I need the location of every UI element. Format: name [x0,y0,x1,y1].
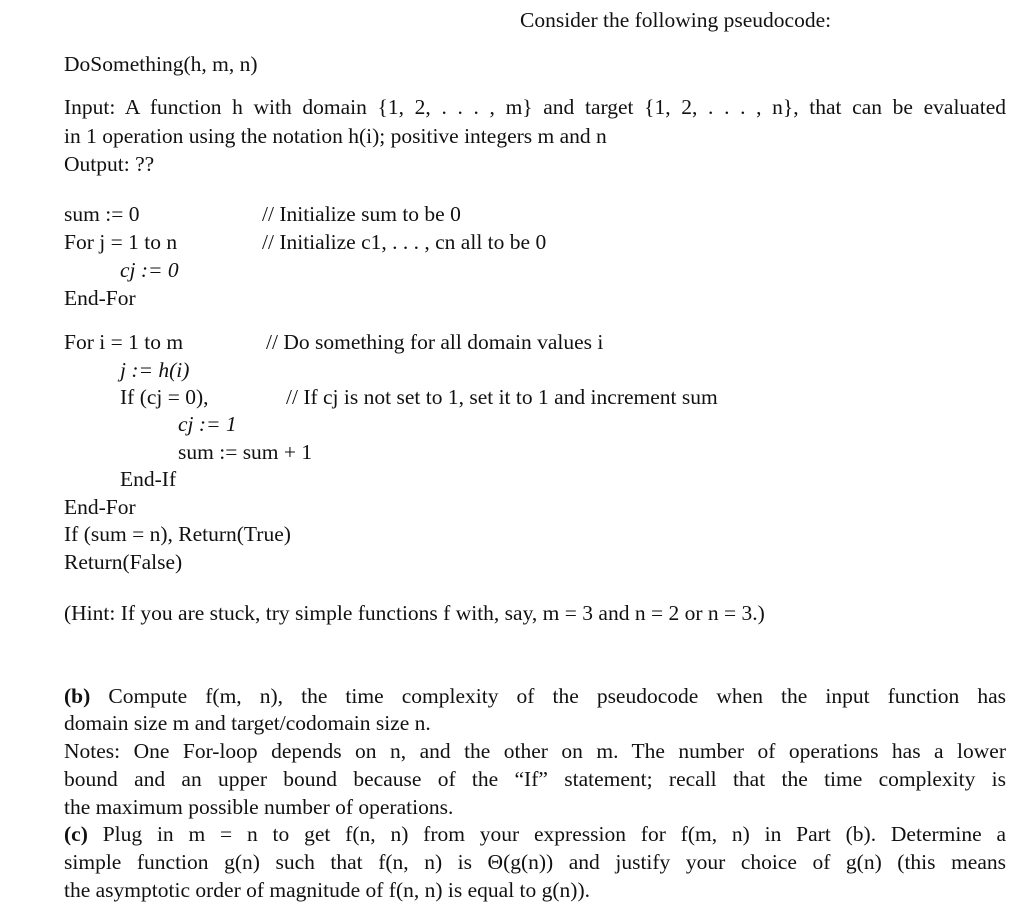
code-line-cj-one: cj := 1 [178,412,237,436]
code-line-for-j: For j = 1 to n [64,230,178,254]
code-line-end-for-1: End-For [64,286,136,310]
output-line: Output: ?? [64,152,155,176]
input-line-1: Input: A function h with domain {1, 2, . . . , m} and target {1, 2, . . . , n}, that can be evaluated [64,95,1006,119]
part-b-line-2: domain size m and target/codomain size n. [64,711,431,735]
header-text: Consider the following pseudocode: [520,8,832,32]
code-line-end-for-2: End-For [64,495,136,519]
code-line-cj-zero: cj := 0 [120,258,179,282]
hint-text: (Hint: If you are stuck, try simple functions f with, say, m = 3 and n = 2 or n = 3.) [64,601,765,625]
part-b-notes-2: bound and an upper bound because of the “If” statement; recall that the time complexity is [64,767,1006,791]
code-comment-sum-init: // Initialize sum to be 0 [262,202,461,226]
part-c-line-1 [64,824,1006,846]
code-comment-if-cj: // If cj is not set to 1, set it to 1 and increment sum [286,385,718,409]
part-b-line-1 [64,686,1006,708]
code-line-sum-init: sum := 0 [64,202,140,226]
code-line-j-assign: j := h(i) [120,358,190,382]
code-line-for-i: For i = 1 to m [64,330,184,354]
function-signature: DoSomething(h, m, n) [64,52,258,76]
part-b-notes-3: the maximum possible number of operations. [64,795,454,819]
part-b-notes-1: Notes: One For-loop depends on n, and the other on m. The number of operations has a lower [64,739,1006,763]
part-c-label: (c) [64,822,88,846]
code-line-if-cj: If (cj = 0), [120,385,209,409]
input-line-2: in 1 operation using the notation h(i); positive integers m and n [64,124,607,148]
part-c-text: Plug in m = n to get f(n, n) from your expression for f(m, n) in Part (b). Determine a [102,822,1007,846]
code-line-return-false: Return(False) [64,550,183,574]
part-b-label: (b) [64,684,91,708]
code-comment-for-i: // Do something for all domain values i [266,330,604,354]
part-b-text: Compute f(m, n), the time complexity of the pseudocode when the input function has [108,684,1006,708]
code-line-end-if: End-If [120,467,177,491]
code-line-if-sum: If (sum = n), Return(True) [64,522,291,546]
code-line-sum-increment: sum := sum + 1 [178,440,313,464]
code-comment-for-j: // Initialize c1, . . . , cn all to be 0 [262,230,547,254]
part-c-line-3: the asymptotic order of magnitude of f(n, n) is equal to g(n)). [64,878,591,902]
part-c-line-2: simple function g(n) such that f(n, n) is Θ(g(n)) and justify your choice of g(n) (this means [64,850,1006,874]
